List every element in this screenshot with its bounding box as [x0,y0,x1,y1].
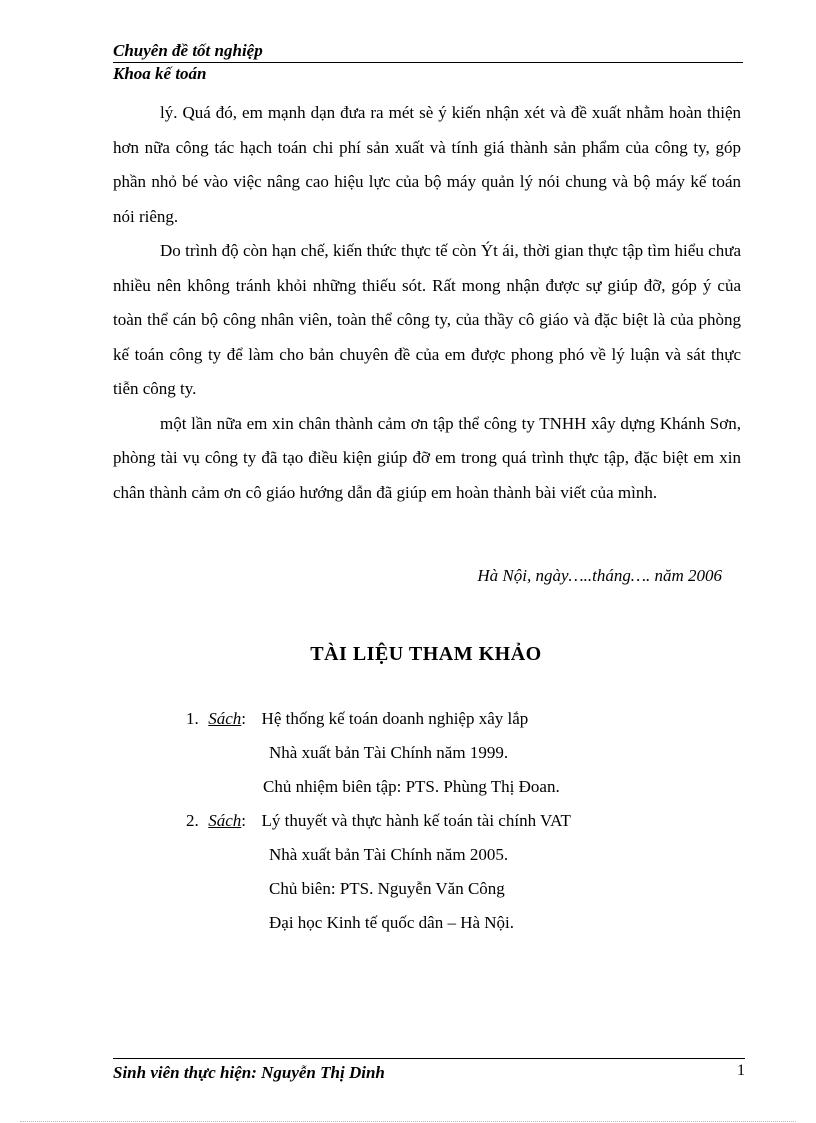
reference-item-2 [186,804,666,838]
header-department: Khoa kế toán [113,64,207,83]
page-bottom-divider [20,1121,796,1122]
body-text [113,96,741,510]
reference-title: Lý thuyết và thực hành kế toán tài chính VAT [261,811,571,830]
references-list [186,702,666,940]
page-header [113,40,743,85]
footer-author: Sinh viên thực hiện: Nguyễn Thị Dinh [113,1063,385,1082]
reference-editor: Chủ nhiệm biên tập: PTS. Phùng Thị Đoan. [263,777,560,796]
reference-title: Hệ thống kế toán doanh nghiệp xây lắp [261,709,529,728]
paragraph-2: Do trình độ còn hạn chế, kiến thức thực tế còn Ýt ái, thời gian thực tập tìm hiểu chưa nhiều nên không tránh khỏi những thiếu sót. Rất mong nhận được sự giúp đỡ, góp ý của toàn thể cán bộ công nhân viên, toàn thể công ty, của thầy cô giáo và đặc biệt là của phòng kế toán công ty để làm cho bản chuyên đề của em được phong phó về lý luận và sát thực tiễn công ty. [113,241,741,398]
page-footer [113,1058,745,1084]
reference-colon: : [241,811,247,830]
reference-editor: Chủ biên: PTS. Nguyễn Văn Công [269,879,505,898]
paragraph-1: lý. Quá đó, em mạnh dạn đưa ra mét sè ý kiến nhận xét và đề xuất nhằm hoàn thiện hơn nữa công tác hạch toán chi phí sản xuất và tính giá thành sản phẩm của công ty, góp phần nhỏ bé vào việc nâng cao hiệu lực của bộ máy quản lý nói chung và bộ máy kế toán nói riêng. [113,103,741,226]
reference-publisher: Nhà xuất bản Tài Chính năm 1999. [269,743,509,762]
paragraph-3: một lần nữa em xin chân thành cảm ơn tập thể công ty TNHH xây dựng Khánh Sơn, phòng tài vụ công ty đã tạo điều kiện giúp đỡ em trong quá trình thực tập, đặc biệt em xin chân thành cảm ơn cô giáo hướng dẫn đã giúp em hoàn thành bài viết của mình. [113,413,741,502]
reference-number: 2. [186,811,199,830]
references-title: TÀI LIỆU THAM KHẢO [310,643,542,665]
page-number: 1 [737,1062,745,1079]
place-date: Hà Nội, ngày…..tháng…. năm 2006 [477,566,722,585]
reference-type: Sách [208,811,242,830]
reference-institution: Đại học Kinh tế quốc dân – Hà Nội. [269,913,515,932]
reference-colon: : [241,709,247,728]
header-thesis-title: Chuyên đề tốt nghiệp [113,40,743,63]
reference-type: Sách [208,709,242,728]
reference-publisher: Nhà xuất bản Tài Chính năm 2005. [269,845,509,864]
reference-item-1 [186,702,666,736]
reference-number: 1. [186,709,199,728]
